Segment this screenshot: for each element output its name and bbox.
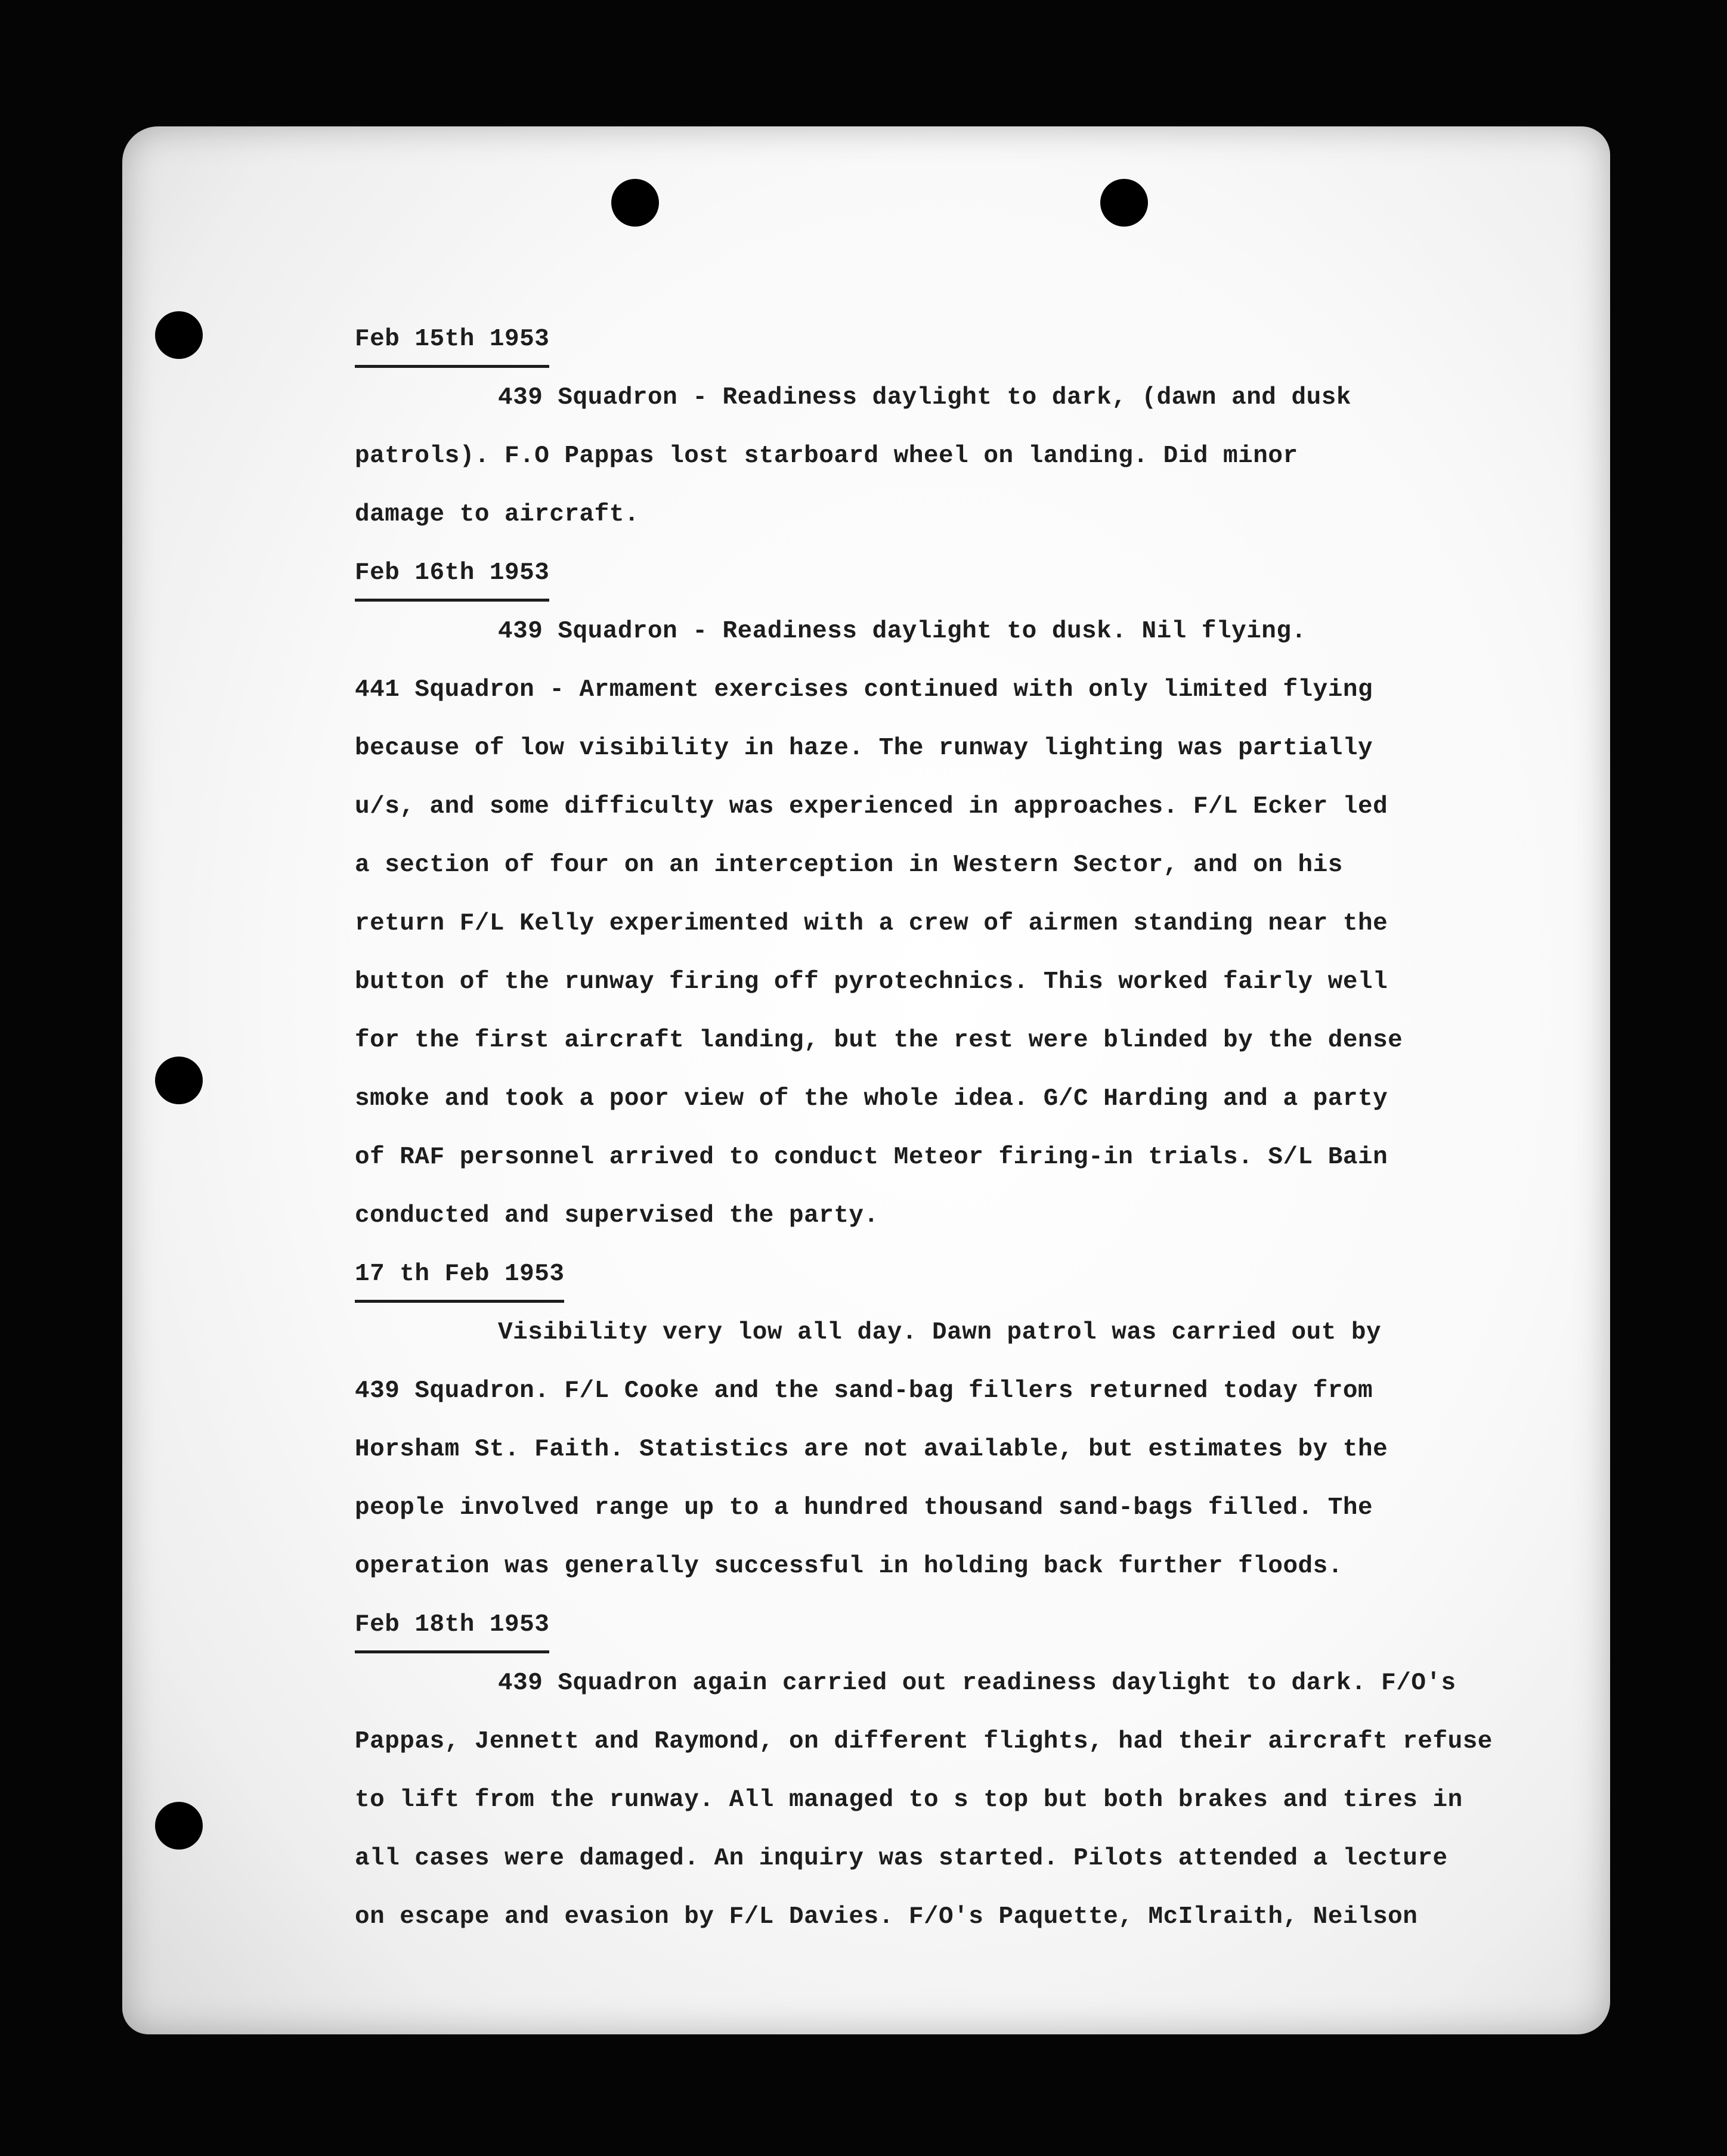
text-line: return F/L Kelly experimented with a crew of airmen standing near the bbox=[355, 910, 1388, 937]
text-line: operation was generally successful in holding back further floods. bbox=[355, 1553, 1343, 1580]
binder-hole-side-lower bbox=[155, 1802, 203, 1850]
text-line: damage to aircraft. bbox=[355, 501, 639, 528]
text-line: 439 Squadron. F/L Cooke and the sand-bag fillers returned today from bbox=[355, 1377, 1373, 1405]
text-line: 439 Squadron - Readiness daylight to dusk. Nil flying. bbox=[498, 618, 1307, 645]
date-label: Feb 18th 1953 bbox=[355, 1599, 549, 1653]
text-line: Pappas, Jennett and Raymond, on different flights, had their aircraft refuse bbox=[355, 1728, 1493, 1755]
entry-date-heading bbox=[355, 1245, 1524, 1303]
text-line: Visibility very low all day. Dawn patrol was carried out by bbox=[498, 1319, 1382, 1346]
date-label: Feb 15th 1953 bbox=[355, 314, 549, 368]
text-line: to lift from the runway. All managed to s top but both brakes and tires in bbox=[355, 1786, 1463, 1814]
entry-date-heading bbox=[355, 1596, 1524, 1654]
binder-hole-top-right bbox=[1100, 179, 1148, 227]
text-line: button of the runway firing off pyrotechnics. This worked fairly well bbox=[355, 968, 1388, 996]
date-label: Feb 16th 1953 bbox=[355, 547, 549, 602]
text-line: patrols). F.O Pappas lost starboard wheel on landing. Did minor bbox=[355, 442, 1298, 470]
entry-date-heading bbox=[355, 544, 1524, 602]
typed-text-block bbox=[355, 310, 1524, 1946]
text-line: 441 Squadron - Armament exercises continued with only limited flying bbox=[355, 676, 1373, 704]
text-line: people involved range up to a hundred thousand sand-bags filled. The bbox=[355, 1494, 1373, 1522]
text-line: all cases were damaged. An inquiry was started. Pilots attended a lecture bbox=[355, 1845, 1448, 1872]
entry-date-heading bbox=[355, 310, 1524, 368]
binder-hole-side-upper bbox=[155, 311, 203, 359]
text-line: a section of four on an interception in Western Sector, and on his bbox=[355, 851, 1343, 879]
text-line: conducted and supervised the party. bbox=[355, 1202, 879, 1229]
text-line: for the first aircraft landing, but the rest were blinded by the dense bbox=[355, 1027, 1403, 1054]
text-line: on escape and evasion by F/L Davies. F/O's Paquette, McIlraith, Neilson bbox=[355, 1903, 1418, 1931]
date-label: 17 th Feb 1953 bbox=[355, 1249, 564, 1303]
text-line: u/s, and some difficulty was experienced in approaches. F/L Ecker led bbox=[355, 793, 1388, 820]
binder-hole-side-middle bbox=[155, 1057, 203, 1104]
text-line: Horsham St. Faith. Statistics are not available, but estimates by the bbox=[355, 1436, 1388, 1463]
binder-hole-top-left bbox=[611, 179, 659, 227]
text-line: 439 Squadron - Readiness daylight to dark, (dawn and dusk bbox=[498, 384, 1351, 411]
text-line: smoke and took a poor view of the whole idea. G/C Harding and a party bbox=[355, 1085, 1388, 1113]
text-line: of RAF personnel arrived to conduct Meteor firing-in trials. S/L Bain bbox=[355, 1144, 1388, 1171]
text-line: because of low visibility in haze. The runway lighting was partially bbox=[355, 735, 1373, 762]
text-line: 439 Squadron again carried out readiness daylight to dark. F/O's bbox=[498, 1669, 1456, 1697]
